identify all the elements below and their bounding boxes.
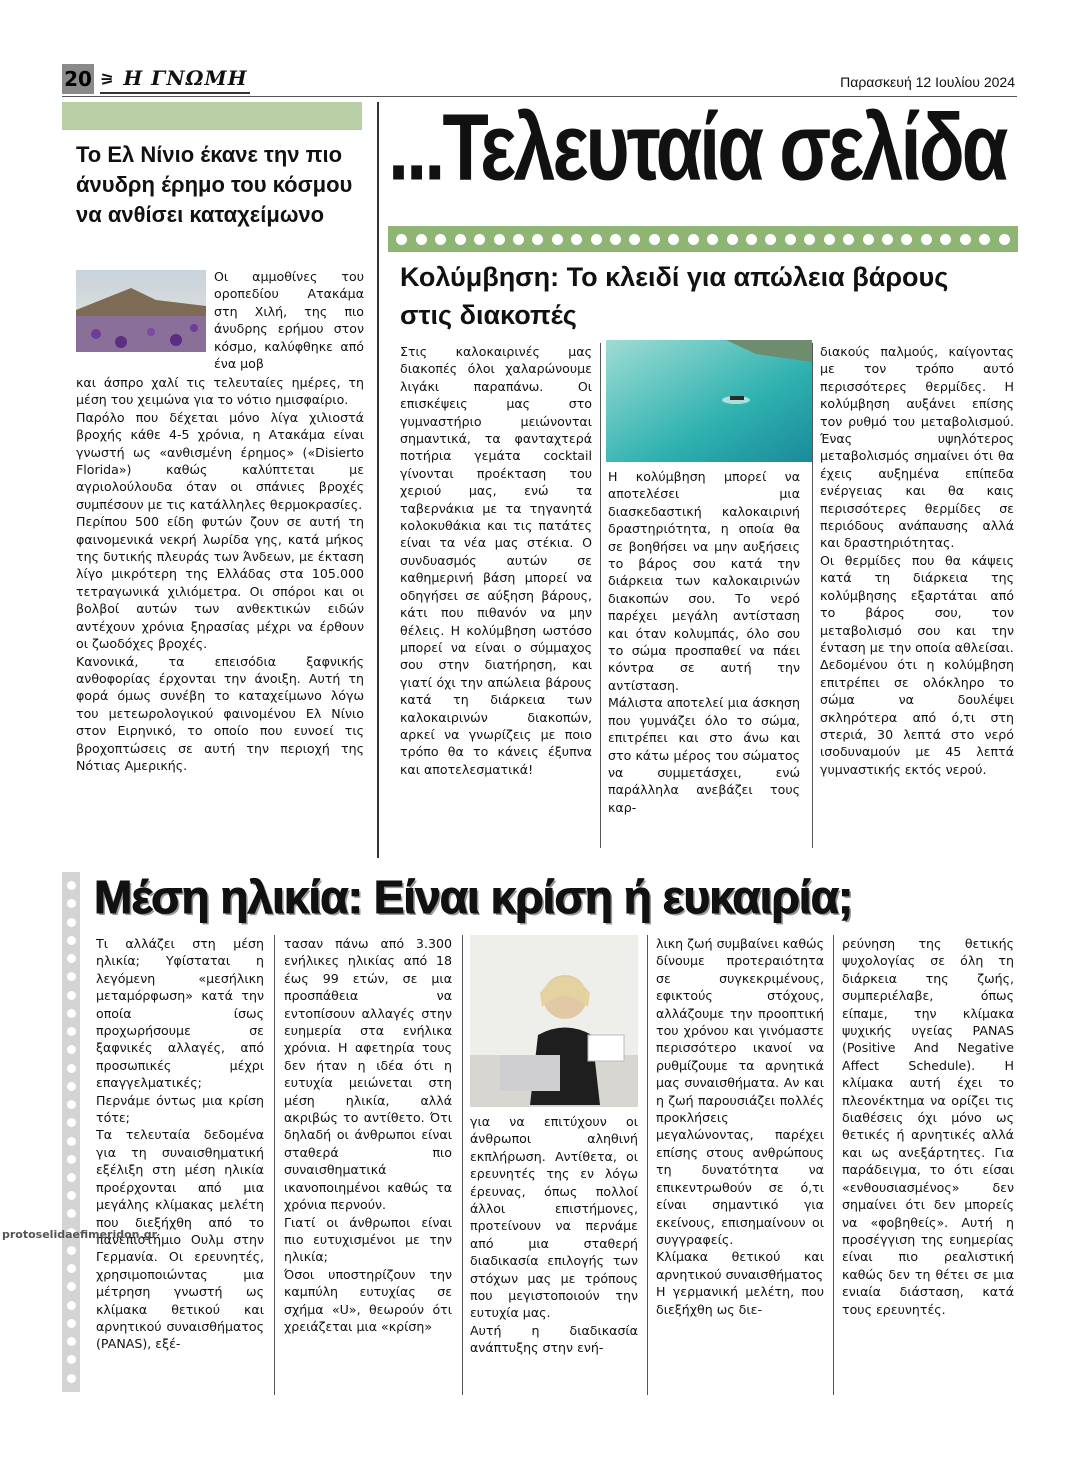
watermark: protoselidaefimeridon.gr: [2, 1228, 157, 1241]
article2-col3-paragraph: διακούς παλμούς, καίγοντας με τον τρόπο αυτό περισσότερες θερμίδες. Η κολύμβηση αυξάνει επίσης τον ρυθμό του μεταβολισμού. Ένας υψηλότερος μεταβολισμός σημαίνει ότι θα έχεις αυξημένα επίπεδα ενέργειας και θα καις περισσότερες θερμίδες σε περιόδους ανάπαυσης αλλά και δραστηριότητας.: [820, 344, 1014, 551]
article3-col5: [842, 935, 1014, 1318]
dot-band: [388, 226, 1018, 252]
article2-col3-paragraph: Οι θερμίδες που θα κάψεις κατά τη διάρκεια της κολύμβησης εξαρτάται από το βάρος σου, τον μεταβολισμό σου και την ένταση με την οποία αθλείσαι.: [820, 552, 1014, 655]
article3-col2-paragraph: τασαν πάνω από 3.300 ενήλικες ηλικίας από 18 έως 99 ετών, σε μια προσπάθεια να εντοπίσουν αλλαγές στην ευημερία στα ενήλικα χρόνια. Η αφετηρία τους δεν ήταν η ιδέα ότι η ευτυχία μειώνεται στη μέση ηλικία, αλλά ακριβώς το αντίθετο. Ότι δηλαδή οι άνθρωποι είναι σταθερά πιο συναισθηματικά ικανοποιημένοι καθώς τα χρόνια περνούν.: [284, 936, 452, 1213]
column-divider: [377, 102, 379, 858]
article3-col4-paragraph: λικη ζωή συμβαίνει καθώς δίνουμε προτεραιότητα σε συγκεκριμένους, εφικτούς στόχους, αλλάζουμε την προοπτική του χρόνου και γινόμαστε περισσότερο ικανοί να ρυθμίζουμε τα αρνητικά μας συναισθήματα. Αν και η ζωή παρουσιάζει πολλές προκλήσεις μεγαλώνοντας, παρέχει επίσης στους ανθρώπους τη δυνατότητα να επικεντρωθούν σε ό,τι είναι σημαντικό για εκείνους, επισημαίνουν οι συγγραφείς.: [656, 936, 824, 1247]
article3-col2-paragraph: Όσοι υποστηρίζουν την καμπύλη ευτυχίας σε σχήμα «U», θεωρούν ότι χρειάζεται μια «κρίση»: [284, 1266, 452, 1334]
article3-col4-paragraph: Κλίμακα θετικού και αρνητικού συναισθήματος: [656, 1249, 824, 1282]
woman-laptop-photo: [470, 935, 638, 1107]
article3-col2-paragraph: Γιατί οι άνθρωποι είναι πιο ευτυχισμένοι με την ηλικία;: [284, 1214, 452, 1265]
article3-col1-paragraph: Τι αλλάζει στη μέση ηλικία; Υφίσταται η λεγόμενη «μεσήλικη μεταμόρφωση» κατά την οποία ίσως προχωρήσουμε σε ξαφνικές αλλαγές, από προσωπικές μέχρι επαγγελματικές;: [96, 936, 264, 1091]
article2-col-divider: [812, 343, 813, 848]
article3-title: Μέση ηλικία: Είναι κρίση ή ευκαιρία;: [94, 871, 853, 923]
masthead-logo-icon: ⚞: [100, 70, 116, 89]
article3-col1-paragraph: Τα τελευταία δεδομένα για τη συναισθηματική εξέλιξη στη μέση ηλικία προέρχονται από μια μεγάλης κλίμακας μελέτη που διεξήχθη από το πανεπιστήμιο Ουλμ στην Γερμανία. Οι ερευνητές, χρησιμοποιώντας μια μέτρηση γνωστή ως κλίμακα θετικού και αρνητικού συναισθήματος (PANAS), εξέ-: [96, 1127, 264, 1352]
article1-body: [76, 374, 364, 774]
article2-col3: [820, 343, 1014, 778]
section-title: ...Τελευταία σελίδα: [388, 94, 1006, 201]
article2-col2-paragraph: Μάλιστα αποτελεί μια άσκηση που γυμνάζει όλο το σώμα, επιτρέπει και στο άνω και στο κάτω μέρος του σώματος να συμμετάσχει, ενώ παράλληλα ανεβάζει τους καρ-: [608, 695, 800, 815]
article3-col-divider: [833, 935, 834, 1395]
article2-col-divider: [600, 343, 601, 848]
article3-col1: [96, 935, 264, 1353]
article2-title: Κολύμβηση: Το κλειδί για απώλεια βάρους στις διακοπές: [400, 262, 949, 330]
article3-col3-paragraph: Αυτή η διαδικασία ανάπτυξης στην ενή-: [470, 1322, 638, 1356]
article1-paragraph: Παρόλο που δέχεται μόνο λίγα χιλιοστά βροχής κάθε 4-5 χρόνια, η Ατακάμα είναι γνωστή ως «ανθισμένη έρημος» («Disierto Florida») καθώς καλύπτεται με αγριολούλουδα όταν οι σπάνιες βροχές συμπέσουν με τις κατάλληλες θερμοκρασίες.: [76, 409, 364, 512]
article3-col1-paragraph: Περνάμε όντως μια κρίση τότε;: [96, 1092, 264, 1126]
article2-col2: [608, 468, 800, 816]
article3-col5-paragraph: ρεύνηση της θετικής ψυχολογίας σε όλη τη διάρκεια της ζωής, συμπεριέλαβε, όπως είπαμε, την κλίμακα ψυχικής υγείας PANAS (Positive And Negative Affect Schedule). Η κλίμακα αυτή έχει το πλεονέκτημα να ορίζει τις διαθέσεις όχι μόνο ως θετικές ή αρνητικές αλλά και ως ανεξάρτητες. Για παράδειγμα, το ότι είσαι «ενθουσιασμένος» δεν σημαίνει ότι δεν μπορείς να «φοβηθείς». Αυτή η προσέγγιση της ευημερίας είναι πιο ρεαλιστική καθώς δεν τη θέτει σε μια ενιαία διάσταση, κατά τους ερευνητές.: [842, 936, 1014, 1317]
article3-col4: [656, 935, 824, 1318]
article1-title: Το Ελ Νίνιο έκανε την πιο άνυδρη έρημο του κόσμου να ανθίσει καταχείμωνο: [76, 142, 353, 227]
article2-col2-paragraph: Η κολύμβηση μπορεί να αποτελέσει μια διασκεδαστική καλοκαιρινή δραστηριότητα, η οποία θα σε βοηθήσει να μην αυξήσεις το βάρος σου κατά την διάρκεια των καλοκαιρινών διακοπών σου. Το νερό παρέχει μεγάλη αντίσταση και όταν κολυμπάς, όλο σου το σώμα προσπαθεί να πάει κόντρα σε αυτή την αντίσταση.: [608, 469, 800, 693]
article1-paragraph: Κανονικά, τα επεισόδια ξαφνικής ανθοφορίας έρχονται την άνοιξη. Αυτή τη φορά όμως συνέβη το καταχείμωνο λόγω του μετεωρολογικού φαινομένου Ελ Νίνιο στον Ειρηνικό, το οποίο που ευνοεί τις βροχοπτώσεις σε αυτή την περιοχή της Νότιας Αμερικής.: [76, 653, 364, 773]
swimmer-photo: [606, 340, 812, 462]
article3-col-divider: [462, 935, 463, 1395]
article3-col4-paragraph: Η γερμανική μελέτη, που διεξήχθη ως διε-: [656, 1284, 824, 1317]
article1-header-band: [62, 102, 362, 130]
article3-col3: [470, 1113, 638, 1357]
article1-paragraph: Περίπου 500 είδη φυτών ζουν σε αυτή τη φαινομενικά νεκρή λωρίδα γης, κατά μήκος της δυτικής πλευράς των Άνδεων, με έκταση λίγο μικρότερη της Ελλάδας στα 105.000 τετραγωνικά χιλιόμετρα. Οι σπόροι και οι βολβοί αυτών των ανθεκτικών ειδών αντέχουν χρόνια ξηρασίας μέχρι να έρθουν οι ζωοδόχες βροχές.: [76, 514, 364, 652]
article3-col3-paragraph: για να επιτύχουν οι άνθρωποι αληθινή εκπλήρωση. Αντίθετα, οι ερευνητές της εν λόγω έρευνας, όπως πολλοί άλλοι επιστήμονες, προτείνουν να περνάμε από μια σταθερή διαδικασία επιλογής των στόχων μας με τρόπους που μεγιστοποιούν την ευτυχία μας.: [470, 1114, 638, 1321]
article1-lead: Οι αμμοθίνες του οροπεδίου Ατακάμα στη Χιλή, της πιο άνυδρης ερήμου στον κόσμο, καλύφθηκε από ένα μοβ: [214, 269, 364, 372]
article2-col3-paragraph: Δεδομένου ότι η κολύμβηση επιτρέπει σε ολόκληρο το σώμα να δουλέψει σκληρότερα από ό,τι στη στεριά, 30 λεπτά στο νερό ισοδυναμούν με 45 λεπτά γυμναστικής εκτός νερού.: [820, 657, 1014, 777]
desert-flowers-photo: [76, 270, 206, 352]
film-strip: [62, 872, 80, 1392]
dateline: Παρασκευή 12 Ιουλίου 2024: [840, 74, 1015, 90]
article3-col-divider: [647, 935, 648, 1395]
article3-col2: [284, 935, 452, 1335]
masthead-rule: [100, 92, 250, 94]
article2-col1: Στις καλοκαιρινές μας διακοπές όλοι χαλαρώνουμε λιγάκι παραπάνω. Οι επισκέψεις μας στο γυμναστήριο μειώνονται σημαντικά, τα φανταχτερά ποτήρια γεμάτα cocktail γίνονται προέκταση του χεριού μας, ενώ τα ταβερνάκια με τα τηγανητά κολοκυθάκια και τις πατάτες είναι τα νέα μας στέκια. Ο συνδυασμός αυτών σε καθημερινή βάση μπορεί να οδηγήσει σε αύξηση βάρους, κάτι που πιθανόν να μην θέλεις. Η κολύμβηση ωστόσο μπορεί να είναι ο σύμμαχος σου στην διατήρηση, και γιατί όχι την απώλεια βάρους κατά τη διάρκεια των καλοκαιρινών διακοπών, αρκεί να γνωρίζεις με ποιο τρόπο θα το κάνεις έξυπνα και αποτελεσματικά!: [400, 344, 592, 777]
masthead: [100, 66, 248, 90]
article3-col-divider: [274, 935, 275, 1395]
article1-paragraph: και άσπρο χαλί τις τελευταίες ημέρες, τη μέση του χειμώνα για το νότιο ημισφαίριο.: [76, 375, 364, 408]
masthead-title: Η ΓΝΩΜΗ: [123, 66, 248, 90]
page-number: 20: [62, 64, 94, 94]
